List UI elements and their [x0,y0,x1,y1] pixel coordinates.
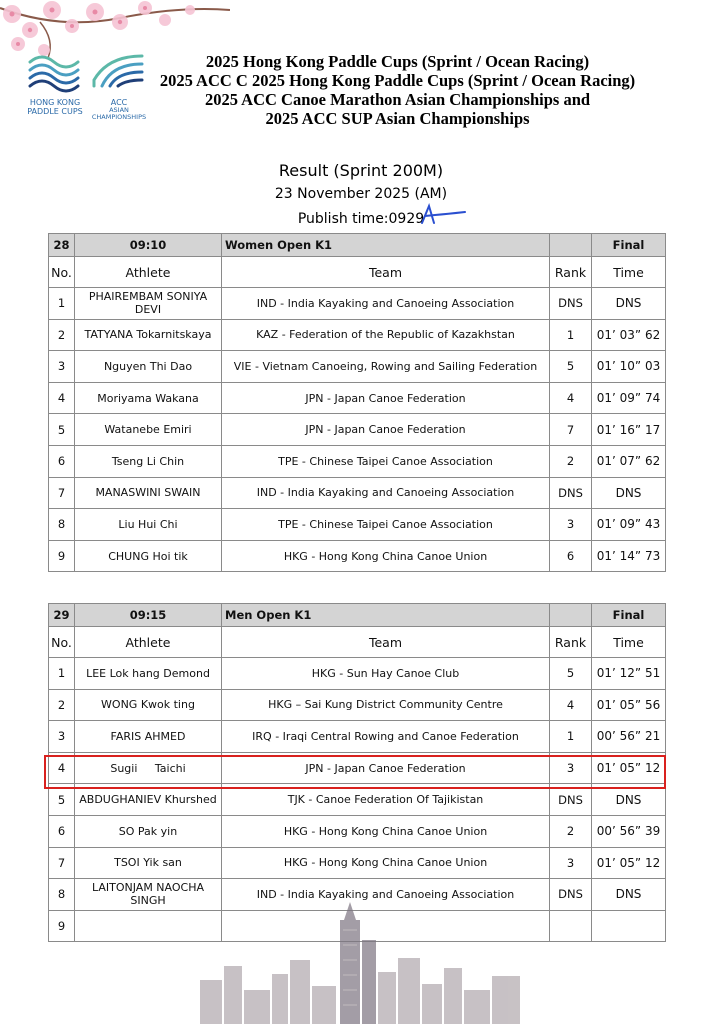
cell-time: 01’ 07” 62 [592,445,666,477]
championship-heading [150,52,645,128]
table-row [49,847,666,879]
cell-rank: 1 [550,319,592,351]
event-blank [550,604,592,627]
cell-no: 7 [49,477,75,509]
event-header-row [49,604,666,627]
event-stage: Final [592,234,666,257]
cell-team: IND - India Kayaking and Canoeing Association [222,288,550,320]
cell-no: 2 [49,689,75,721]
cell-rank: 4 [550,382,592,414]
cell-no: 3 [49,351,75,383]
heading-line: 2025 ACC Canoe Marathon Asian Championships and [204,90,591,109]
cell-no: 6 [49,815,75,847]
cell-time [592,910,666,942]
cell-team: VIE - Vietnam Canoeing, Rowing and Sailing Federation [222,351,550,383]
cell-no: 9 [49,540,75,572]
cell-team: TJK - Canoe Federation Of Tajikistan [222,784,550,816]
cell-team: HKG - Hong Kong China Canoe Union [222,815,550,847]
cell-athlete: LEE Lok hang Demond [75,658,222,690]
cell-no: 4 [49,752,75,784]
cell-rank: 3 [550,752,592,784]
heading-line: 2025 ACC C 2025 Hong Kong Paddle Cups (Sprint / Ocean Racing) [159,71,636,90]
cell-rank: 2 [550,815,592,847]
cell-rank: 2 [550,445,592,477]
cell-rank: 1 [550,721,592,753]
table-row [49,689,666,721]
col-rank: Rank [550,627,592,658]
cell-rank: DNS [550,477,592,509]
cell-time: DNS [592,784,666,816]
cell-time: DNS [592,477,666,509]
cell-time: 00’ 56” 39 [592,815,666,847]
cell-team: JPN - Japan Canoe Federation [222,752,550,784]
logo-left-text: HONG KONG PADDLE CUPS [27,98,83,116]
cell-no: 3 [49,721,75,753]
cell-athlete: Sugii Taichi [75,752,222,784]
cell-team: HKG - Hong Kong China Canoe Union [222,847,550,879]
col-time: Time [592,627,666,658]
cell-athlete: MANASWINI SWAIN [75,477,222,509]
event-header-row [49,234,666,257]
cell-time: DNS [592,288,666,320]
cell-team: JPN - Japan Canoe Federation [222,382,550,414]
cell-team: IND - India Kayaking and Canoeing Association [222,477,550,509]
table-row [49,477,666,509]
cell-team: JPN - Japan Canoe Federation [222,414,550,446]
event-time: 09:15 [75,604,222,627]
cell-rank: 3 [550,509,592,541]
event-number: 29 [49,604,75,627]
cell-rank: 4 [550,689,592,721]
cell-time: 01’ 10” 03 [592,351,666,383]
heading-line: 2025 ACC SUP Asian Championships [265,109,530,128]
cell-team: TPE - Chinese Taipei Canoe Association [222,509,550,541]
cell-athlete: FARIS AHMED [75,721,222,753]
table-row [49,414,666,446]
cell-no: 2 [49,319,75,351]
col-no: No. [49,627,75,658]
cell-team: HKG - Sun Hay Canoe Club [222,658,550,690]
table-row [49,509,666,541]
col-team: Team [222,257,550,288]
cell-athlete: TSOI Yik san [75,847,222,879]
col-rank: Rank [550,257,592,288]
table-row [49,351,666,383]
cell-no: 8 [49,879,75,911]
logo-right-text-1: ACC [110,98,128,107]
results-table-women [48,233,666,572]
cell-no: 5 [49,414,75,446]
col-no: No. [49,257,75,288]
table-row [49,288,666,320]
cell-time: 01’ 09” 74 [592,382,666,414]
cell-no: 1 [49,288,75,320]
hong-kong-paddle-cups-logo [24,50,86,116]
cell-rank: DNS [550,784,592,816]
cell-rank: 5 [550,351,592,383]
cell-no: 4 [49,382,75,414]
column-header-row [49,257,666,288]
acc-waves-icon [88,50,148,98]
cell-athlete: PHAIREMBAM SONIYA DEVI [75,288,222,320]
acc-logo [88,50,150,121]
cell-rank: DNS [550,879,592,911]
col-team: Team [222,627,550,658]
cell-no: 1 [49,658,75,690]
cell-no: 8 [49,509,75,541]
cell-team: IND - India Kayaking and Canoeing Association [222,879,550,911]
cell-time: 01’ 09” 43 [592,509,666,541]
cell-team: TPE - Chinese Taipei Canoe Association [222,445,550,477]
event-blank [550,234,592,257]
result-title: Result (Sprint 200M) [278,161,444,180]
col-time: Time [592,257,666,288]
table-row [49,382,666,414]
cell-time: 01’ 05” 12 [592,847,666,879]
cell-athlete: Tseng Li Chin [75,445,222,477]
event-number: 28 [49,234,75,257]
cell-team: KAZ - Federation of the Republic of Kazakhstan [222,319,550,351]
cell-athlete: ABDUGHANIEV Khurshed [75,784,222,816]
logos [24,50,154,130]
cell-time: 01’ 12” 51 [592,658,666,690]
cell-time: 00’ 56” 21 [592,721,666,753]
result-date: 23 November 2025 (AM) [274,186,448,202]
col-athlete: Athlete [75,257,222,288]
col-athlete: Athlete [75,627,222,658]
cell-rank: 3 [550,847,592,879]
logo-right-text-2: ASIAN CHAMPIONSHIPS [91,106,147,121]
cell-team: IRQ - Iraqi Central Rowing and Canoe Federation [222,721,550,753]
publish-time: Publish time:0929 [297,211,425,227]
cell-athlete: TATYANA Tokarnitskaya [75,319,222,351]
cell-team: HKG – Sai Kung District Community Centre [222,689,550,721]
waves-icon [24,50,84,98]
cell-no: 9 [49,910,75,942]
cell-no: 7 [49,847,75,879]
table-row [49,540,666,572]
heading-line: 2025 Hong Kong Paddle Cups (Sprint / Ocean Racing) [205,52,590,71]
cell-no: 5 [49,784,75,816]
cell-time: DNS [592,879,666,911]
cell-athlete: LAITONJAM NAOCHA SINGH [75,879,222,911]
signature-mark [417,203,472,229]
cell-athlete: Moriyama Wakana [75,382,222,414]
cell-time: 01’ 16” 17 [592,414,666,446]
skyline-illustration [200,900,520,1024]
column-header-row [49,627,666,658]
cell-time: 01’ 05” 12 [592,752,666,784]
table-row [49,658,666,690]
event-name: Men Open K1 [222,604,550,627]
event-time: 09:10 [75,234,222,257]
cell-athlete: Nguyen Thi Dao [75,351,222,383]
cell-athlete: Watanebe Emiri [75,414,222,446]
table-row [49,445,666,477]
cell-athlete: Liu Hui Chi [75,509,222,541]
highlight-box [44,755,666,789]
cell-athlete: WONG Kwok ting [75,689,222,721]
cell-rank: 7 [550,414,592,446]
event-name: Women Open K1 [222,234,550,257]
cell-rank: DNS [550,288,592,320]
cell-time: 01’ 05” 56 [592,689,666,721]
cell-time: 01’ 14” 73 [592,540,666,572]
cell-no: 6 [49,445,75,477]
cell-athlete: SO Pak yin [75,815,222,847]
cell-team: HKG - Hong Kong China Canoe Union [222,540,550,572]
cell-time: 01’ 03” 62 [592,319,666,351]
table-row [49,721,666,753]
cell-rank: 6 [550,540,592,572]
table-row [49,319,666,351]
table-row [49,815,666,847]
cell-rank [550,910,592,942]
cell-rank: 5 [550,658,592,690]
cell-athlete: CHUNG Hoi tik [75,540,222,572]
event-stage: Final [592,604,666,627]
